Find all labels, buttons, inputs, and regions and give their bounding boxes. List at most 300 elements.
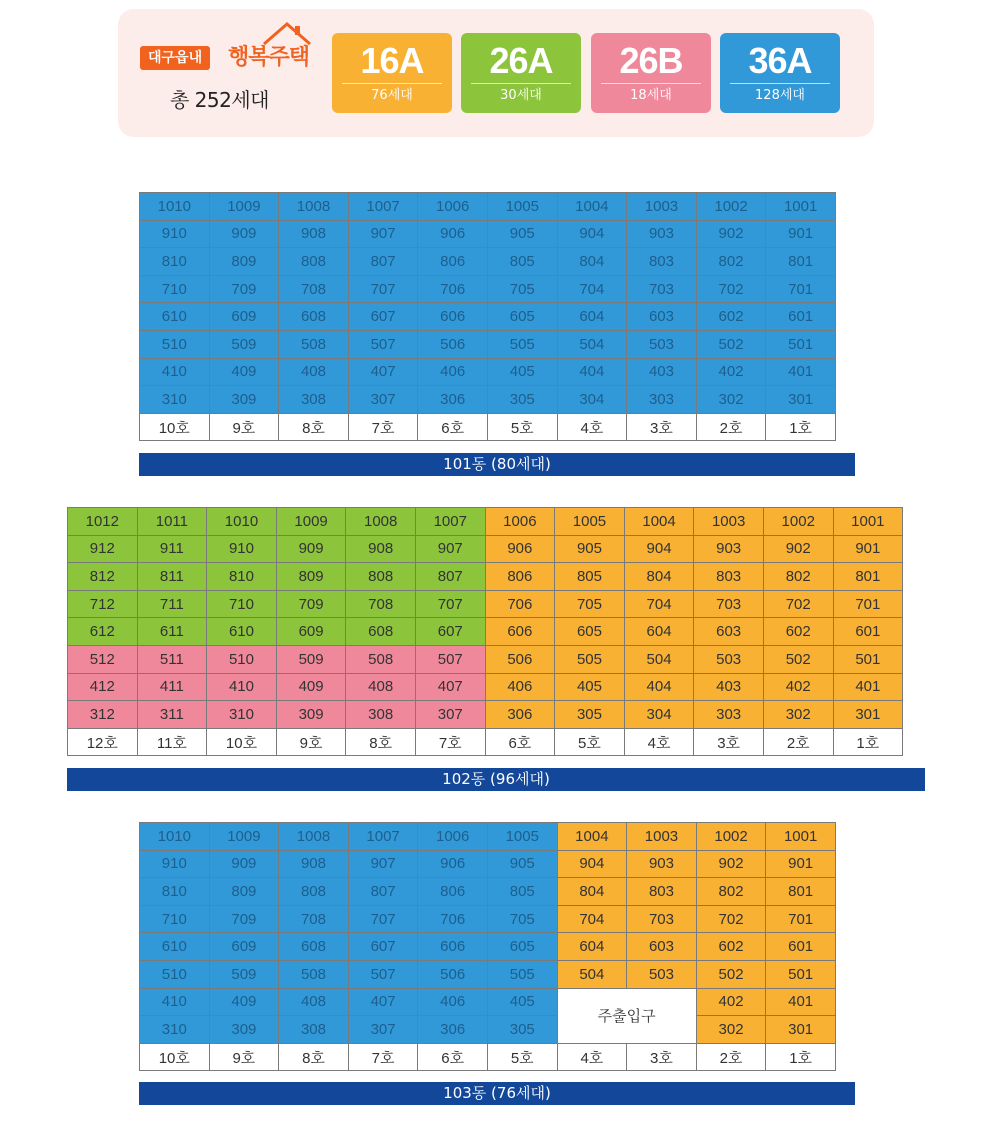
ho-label: 6호 bbox=[485, 728, 555, 756]
unit-cell: 1003 bbox=[627, 193, 697, 221]
unit-cell: 804 bbox=[557, 248, 627, 276]
unit-cell: 607 bbox=[348, 303, 418, 331]
building-103-label: 103동 (76세대) bbox=[139, 1082, 855, 1105]
unit-cell: 509 bbox=[276, 645, 346, 673]
unit-cell: 808 bbox=[279, 248, 349, 276]
unit-cell: 301 bbox=[766, 1016, 836, 1044]
unit-cell: 701 bbox=[766, 275, 836, 303]
unit-cell: 309 bbox=[276, 701, 346, 729]
unit-cell: 507 bbox=[415, 645, 485, 673]
unit-cell: 405 bbox=[555, 673, 625, 701]
unit-cell: 805 bbox=[487, 878, 557, 906]
ho-label: 6호 bbox=[418, 413, 488, 441]
ho-label: 8호 bbox=[346, 728, 416, 756]
unit-cell: 1012 bbox=[68, 508, 138, 536]
unit-cell: 806 bbox=[485, 563, 555, 591]
ho-label: 1호 bbox=[766, 413, 836, 441]
unit-cell: 909 bbox=[276, 535, 346, 563]
floor-row bbox=[140, 823, 836, 851]
unit-cell: 1006 bbox=[418, 823, 488, 851]
unit-cell: 710 bbox=[207, 590, 277, 618]
floor-row bbox=[68, 645, 903, 673]
unit-cell: 810 bbox=[207, 563, 277, 591]
unit-cell: 1004 bbox=[624, 508, 694, 536]
unit-cell: 406 bbox=[418, 358, 488, 386]
unit-cell: 406 bbox=[418, 988, 488, 1016]
ho-label: 4호 bbox=[557, 413, 627, 441]
unit-cell: 608 bbox=[279, 933, 349, 961]
unit-cell: 506 bbox=[418, 330, 488, 358]
unit-cell: 603 bbox=[627, 303, 697, 331]
unit-cell: 505 bbox=[487, 330, 557, 358]
floor-row bbox=[140, 248, 836, 276]
unit-cell: 607 bbox=[415, 618, 485, 646]
unit-cell: 408 bbox=[279, 988, 349, 1016]
ho-label: 9호 bbox=[209, 1043, 279, 1071]
unit-cell: 310 bbox=[140, 386, 210, 414]
unit-cell: 511 bbox=[137, 645, 207, 673]
unit-cell: 607 bbox=[348, 933, 418, 961]
ho-label: 3호 bbox=[694, 728, 764, 756]
unit-cell: 801 bbox=[833, 563, 903, 591]
unit-cell: 409 bbox=[209, 358, 279, 386]
unit-cell: 805 bbox=[555, 563, 625, 591]
unit-cell: 311 bbox=[137, 701, 207, 729]
unit-cell: 908 bbox=[346, 535, 416, 563]
ho-label: 4호 bbox=[557, 1043, 627, 1071]
unit-cell: 902 bbox=[763, 535, 833, 563]
unit-cell: 810 bbox=[140, 248, 210, 276]
unit-cell: 806 bbox=[418, 878, 488, 906]
unit-cell: 907 bbox=[348, 220, 418, 248]
unit-cell: 904 bbox=[557, 850, 627, 878]
unit-cell: 302 bbox=[696, 386, 766, 414]
type-badge-26a bbox=[461, 33, 581, 113]
unit-cell: 909 bbox=[209, 220, 279, 248]
unit-cell: 404 bbox=[557, 358, 627, 386]
ho-label: 5호 bbox=[487, 413, 557, 441]
unit-cell: 812 bbox=[68, 563, 138, 591]
unit-cell: 612 bbox=[68, 618, 138, 646]
unit-cell: 302 bbox=[696, 1016, 766, 1044]
unit-cell: 1010 bbox=[207, 508, 277, 536]
unit-cell: 1001 bbox=[766, 823, 836, 851]
unit-cell: 401 bbox=[766, 358, 836, 386]
unit-cell: 510 bbox=[207, 645, 277, 673]
type-count: 128세대 bbox=[755, 88, 805, 103]
floor-row bbox=[68, 508, 903, 536]
ho-label-row bbox=[68, 728, 903, 756]
unit-cell: 1002 bbox=[763, 508, 833, 536]
unit-cell: 803 bbox=[694, 563, 764, 591]
floor-row bbox=[68, 701, 903, 729]
unit-cell: 302 bbox=[763, 701, 833, 729]
type-badge-26b bbox=[591, 33, 711, 113]
unit-cell: 1007 bbox=[348, 193, 418, 221]
unit-cell: 609 bbox=[209, 933, 279, 961]
unit-cell: 410 bbox=[207, 673, 277, 701]
unit-cell: 504 bbox=[624, 645, 694, 673]
brand-name: 행복주택 bbox=[228, 45, 310, 70]
unit-cell: 805 bbox=[487, 248, 557, 276]
unit-cell: 904 bbox=[557, 220, 627, 248]
unit-cell: 710 bbox=[140, 905, 210, 933]
unit-cell: 401 bbox=[833, 673, 903, 701]
unit-cell: 902 bbox=[696, 220, 766, 248]
type-code: 26A bbox=[489, 40, 553, 81]
unit-cell: 905 bbox=[487, 850, 557, 878]
unit-cell: 510 bbox=[140, 960, 210, 988]
unit-cell: 1008 bbox=[279, 193, 349, 221]
ho-label: 4호 bbox=[624, 728, 694, 756]
unit-cell: 1010 bbox=[140, 193, 210, 221]
unit-cell: 508 bbox=[279, 960, 349, 988]
floor-row bbox=[68, 673, 903, 701]
unit-cell: 605 bbox=[487, 933, 557, 961]
unit-cell: 601 bbox=[766, 933, 836, 961]
unit-cell: 1005 bbox=[487, 823, 557, 851]
unit-cell: 601 bbox=[766, 303, 836, 331]
unit-cell: 1008 bbox=[279, 823, 349, 851]
main-entrance: 주출입구 bbox=[557, 988, 696, 1043]
unit-cell: 407 bbox=[415, 673, 485, 701]
unit-cell: 901 bbox=[766, 850, 836, 878]
unit-cell: 906 bbox=[418, 220, 488, 248]
unit-cell: 808 bbox=[346, 563, 416, 591]
unit-cell: 305 bbox=[487, 1016, 557, 1044]
unit-cell: 906 bbox=[485, 535, 555, 563]
unit-cell: 405 bbox=[487, 358, 557, 386]
unit-cell: 402 bbox=[763, 673, 833, 701]
ho-label: 9호 bbox=[276, 728, 346, 756]
unit-cell: 1001 bbox=[766, 193, 836, 221]
unit-cell: 709 bbox=[209, 905, 279, 933]
ho-label: 6호 bbox=[418, 1043, 488, 1071]
unit-cell: 702 bbox=[696, 905, 766, 933]
unit-cell: 604 bbox=[557, 303, 627, 331]
unit-cell: 312 bbox=[68, 701, 138, 729]
floor-row bbox=[140, 386, 836, 414]
unit-cell: 602 bbox=[696, 303, 766, 331]
unit-cell: 1009 bbox=[276, 508, 346, 536]
brand-tag: 대구읍내 bbox=[140, 46, 210, 70]
unit-cell: 709 bbox=[276, 590, 346, 618]
unit-cell: 702 bbox=[696, 275, 766, 303]
ho-label: 5호 bbox=[555, 728, 625, 756]
unit-cell: 502 bbox=[763, 645, 833, 673]
unit-cell: 711 bbox=[137, 590, 207, 618]
unit-cell: 405 bbox=[487, 988, 557, 1016]
ho-label: 10호 bbox=[140, 413, 210, 441]
unit-cell: 907 bbox=[415, 535, 485, 563]
unit-cell: 307 bbox=[348, 386, 418, 414]
unit-cell: 810 bbox=[140, 878, 210, 906]
unit-cell: 407 bbox=[348, 358, 418, 386]
ho-label: 2호 bbox=[696, 413, 766, 441]
ho-label: 7호 bbox=[348, 413, 418, 441]
unit-cell: 1003 bbox=[627, 823, 697, 851]
unit-cell: 904 bbox=[624, 535, 694, 563]
unit-cell: 1010 bbox=[140, 823, 210, 851]
unit-cell: 401 bbox=[766, 988, 836, 1016]
unit-cell: 507 bbox=[348, 330, 418, 358]
divider bbox=[342, 83, 442, 84]
unit-cell: 1006 bbox=[485, 508, 555, 536]
unit-cell: 1002 bbox=[696, 823, 766, 851]
floor-row bbox=[68, 590, 903, 618]
unit-cell: 1002 bbox=[696, 193, 766, 221]
unit-cell: 910 bbox=[207, 535, 277, 563]
unit-cell: 703 bbox=[627, 275, 697, 303]
unit-cell: 506 bbox=[418, 960, 488, 988]
unit-cell: 603 bbox=[627, 933, 697, 961]
unit-cell: 905 bbox=[555, 535, 625, 563]
unit-cell: 903 bbox=[627, 220, 697, 248]
unit-cell: 1001 bbox=[833, 508, 903, 536]
unit-cell: 603 bbox=[694, 618, 764, 646]
ho-label: 11호 bbox=[137, 728, 207, 756]
unit-cell: 1007 bbox=[348, 823, 418, 851]
unit-cell: 301 bbox=[766, 386, 836, 414]
unit-cell: 503 bbox=[627, 960, 697, 988]
unit-cell: 308 bbox=[279, 1016, 349, 1044]
ho-label: 2호 bbox=[763, 728, 833, 756]
floor-row bbox=[140, 193, 836, 221]
unit-cell: 1009 bbox=[209, 823, 279, 851]
unit-cell: 1009 bbox=[209, 193, 279, 221]
unit-cell: 902 bbox=[696, 850, 766, 878]
unit-cell: 306 bbox=[485, 701, 555, 729]
unit-cell: 502 bbox=[696, 330, 766, 358]
unit-cell: 507 bbox=[348, 960, 418, 988]
floor-row bbox=[140, 878, 836, 906]
floor-row bbox=[140, 220, 836, 248]
type-code: 36A bbox=[748, 40, 812, 81]
unit-cell: 702 bbox=[763, 590, 833, 618]
unit-cell: 402 bbox=[696, 358, 766, 386]
unit-cell: 605 bbox=[487, 303, 557, 331]
unit-cell: 708 bbox=[346, 590, 416, 618]
unit-cell: 508 bbox=[279, 330, 349, 358]
unit-cell: 309 bbox=[209, 386, 279, 414]
unit-cell: 604 bbox=[624, 618, 694, 646]
floor-row bbox=[140, 275, 836, 303]
unit-cell: 901 bbox=[833, 535, 903, 563]
unit-cell: 806 bbox=[418, 248, 488, 276]
type-count: 30세대 bbox=[500, 88, 542, 103]
ho-label-row bbox=[140, 413, 836, 441]
unit-cell: 505 bbox=[555, 645, 625, 673]
unit-cell: 310 bbox=[140, 1016, 210, 1044]
floor-row bbox=[68, 563, 903, 591]
ho-label: 8호 bbox=[279, 413, 349, 441]
type-badge-36a bbox=[720, 33, 840, 113]
unit-cell: 1005 bbox=[555, 508, 625, 536]
unit-cell: 402 bbox=[696, 988, 766, 1016]
unit-cell: 306 bbox=[418, 386, 488, 414]
unit-cell: 303 bbox=[627, 386, 697, 414]
type-count: 76세대 bbox=[371, 88, 413, 103]
unit-cell: 809 bbox=[276, 563, 346, 591]
unit-cell: 409 bbox=[209, 988, 279, 1016]
unit-cell: 303 bbox=[694, 701, 764, 729]
unit-cell: 409 bbox=[276, 673, 346, 701]
unit-cell: 811 bbox=[137, 563, 207, 591]
unit-cell: 705 bbox=[555, 590, 625, 618]
unit-cell: 704 bbox=[557, 905, 627, 933]
unit-cell: 403 bbox=[694, 673, 764, 701]
building-102-grid bbox=[67, 507, 903, 756]
unit-cell: 803 bbox=[627, 248, 697, 276]
ho-label: 10호 bbox=[207, 728, 277, 756]
floor-row bbox=[140, 933, 836, 961]
unit-cell: 802 bbox=[696, 248, 766, 276]
unit-cell: 903 bbox=[627, 850, 697, 878]
floor-row bbox=[68, 618, 903, 646]
unit-cell: 602 bbox=[763, 618, 833, 646]
unit-cell: 309 bbox=[209, 1016, 279, 1044]
unit-cell: 908 bbox=[279, 220, 349, 248]
unit-cell: 706 bbox=[485, 590, 555, 618]
ho-label: 12호 bbox=[68, 728, 138, 756]
unit-cell: 301 bbox=[833, 701, 903, 729]
unit-cell: 905 bbox=[487, 220, 557, 248]
unit-cell: 707 bbox=[348, 275, 418, 303]
unit-cell: 910 bbox=[140, 220, 210, 248]
unit-cell: 804 bbox=[624, 563, 694, 591]
unit-cell: 503 bbox=[694, 645, 764, 673]
unit-cell: 610 bbox=[207, 618, 277, 646]
unit-cell: 310 bbox=[207, 701, 277, 729]
unit-cell: 701 bbox=[833, 590, 903, 618]
unit-cell: 505 bbox=[487, 960, 557, 988]
ho-label: 7호 bbox=[415, 728, 485, 756]
type-code: 26B bbox=[619, 40, 683, 81]
type-badge-16a bbox=[332, 33, 452, 113]
floor-row bbox=[140, 1016, 836, 1044]
unit-cell: 1008 bbox=[346, 508, 416, 536]
unit-cell: 901 bbox=[766, 220, 836, 248]
unit-cell: 802 bbox=[696, 878, 766, 906]
building-101-label: 101동 (80세대) bbox=[139, 453, 855, 476]
unit-cell: 304 bbox=[557, 386, 627, 414]
unit-cell: 903 bbox=[694, 535, 764, 563]
unit-cell: 506 bbox=[485, 645, 555, 673]
floor-row bbox=[140, 358, 836, 386]
ho-label: 1호 bbox=[833, 728, 903, 756]
unit-cell: 509 bbox=[209, 330, 279, 358]
floor-row bbox=[140, 988, 836, 1016]
unit-cell: 305 bbox=[555, 701, 625, 729]
unit-cell: 803 bbox=[627, 878, 697, 906]
floor-row bbox=[140, 850, 836, 878]
unit-cell: 606 bbox=[485, 618, 555, 646]
ho-label: 7호 bbox=[348, 1043, 418, 1071]
type-count: 18세대 bbox=[630, 88, 672, 103]
divider bbox=[601, 83, 701, 84]
unit-cell: 706 bbox=[418, 905, 488, 933]
unit-cell: 708 bbox=[279, 275, 349, 303]
ho-label-row bbox=[140, 1043, 836, 1071]
ho-label: 1호 bbox=[766, 1043, 836, 1071]
unit-cell: 605 bbox=[555, 618, 625, 646]
unit-cell: 1006 bbox=[418, 193, 488, 221]
unit-cell: 608 bbox=[279, 303, 349, 331]
unit-cell: 404 bbox=[624, 673, 694, 701]
unit-cell: 909 bbox=[209, 850, 279, 878]
total-units: 총 252세대 bbox=[170, 88, 269, 112]
unit-cell: 712 bbox=[68, 590, 138, 618]
unit-cell: 307 bbox=[415, 701, 485, 729]
unit-cell: 410 bbox=[140, 988, 210, 1016]
unit-cell: 307 bbox=[348, 1016, 418, 1044]
unit-cell: 703 bbox=[627, 905, 697, 933]
unit-cell: 1004 bbox=[557, 823, 627, 851]
unit-cell: 501 bbox=[766, 960, 836, 988]
building-103-grid bbox=[139, 822, 836, 1071]
ho-label: 8호 bbox=[279, 1043, 349, 1071]
unit-cell: 502 bbox=[696, 960, 766, 988]
floor-row bbox=[140, 960, 836, 988]
unit-cell: 704 bbox=[557, 275, 627, 303]
unit-cell: 611 bbox=[137, 618, 207, 646]
unit-cell: 807 bbox=[348, 878, 418, 906]
unit-cell: 604 bbox=[557, 933, 627, 961]
unit-cell: 410 bbox=[140, 358, 210, 386]
unit-cell: 705 bbox=[487, 905, 557, 933]
unit-cell: 306 bbox=[418, 1016, 488, 1044]
unit-cell: 403 bbox=[627, 358, 697, 386]
unit-cell: 1003 bbox=[694, 508, 764, 536]
unit-cell: 308 bbox=[346, 701, 416, 729]
unit-cell: 606 bbox=[418, 303, 488, 331]
unit-cell: 1004 bbox=[557, 193, 627, 221]
unit-cell: 701 bbox=[766, 905, 836, 933]
unit-cell: 912 bbox=[68, 535, 138, 563]
unit-cell: 707 bbox=[348, 905, 418, 933]
unit-cell: 601 bbox=[833, 618, 903, 646]
unit-cell: 706 bbox=[418, 275, 488, 303]
unit-cell: 1011 bbox=[137, 508, 207, 536]
unit-cell: 1005 bbox=[487, 193, 557, 221]
unit-cell: 802 bbox=[763, 563, 833, 591]
building-102-label: 102동 (96세대) bbox=[67, 768, 925, 791]
floor-row bbox=[140, 303, 836, 331]
unit-cell: 703 bbox=[694, 590, 764, 618]
unit-cell: 606 bbox=[418, 933, 488, 961]
unit-cell: 707 bbox=[415, 590, 485, 618]
building-101-grid bbox=[139, 192, 836, 441]
unit-cell: 608 bbox=[346, 618, 416, 646]
unit-cell: 907 bbox=[348, 850, 418, 878]
unit-cell: 304 bbox=[624, 701, 694, 729]
unit-cell: 1007 bbox=[415, 508, 485, 536]
unit-cell: 406 bbox=[485, 673, 555, 701]
unit-cell: 908 bbox=[279, 850, 349, 878]
unit-cell: 512 bbox=[68, 645, 138, 673]
unit-cell: 710 bbox=[140, 275, 210, 303]
ho-label: 2호 bbox=[696, 1043, 766, 1071]
ho-label: 9호 bbox=[209, 413, 279, 441]
unit-cell: 807 bbox=[348, 248, 418, 276]
unit-cell: 910 bbox=[140, 850, 210, 878]
unit-cell: 801 bbox=[766, 878, 836, 906]
type-code: 16A bbox=[360, 40, 424, 81]
ho-label: 3호 bbox=[627, 1043, 697, 1071]
unit-cell: 504 bbox=[557, 960, 627, 988]
unit-cell: 911 bbox=[137, 535, 207, 563]
unit-cell: 508 bbox=[346, 645, 416, 673]
